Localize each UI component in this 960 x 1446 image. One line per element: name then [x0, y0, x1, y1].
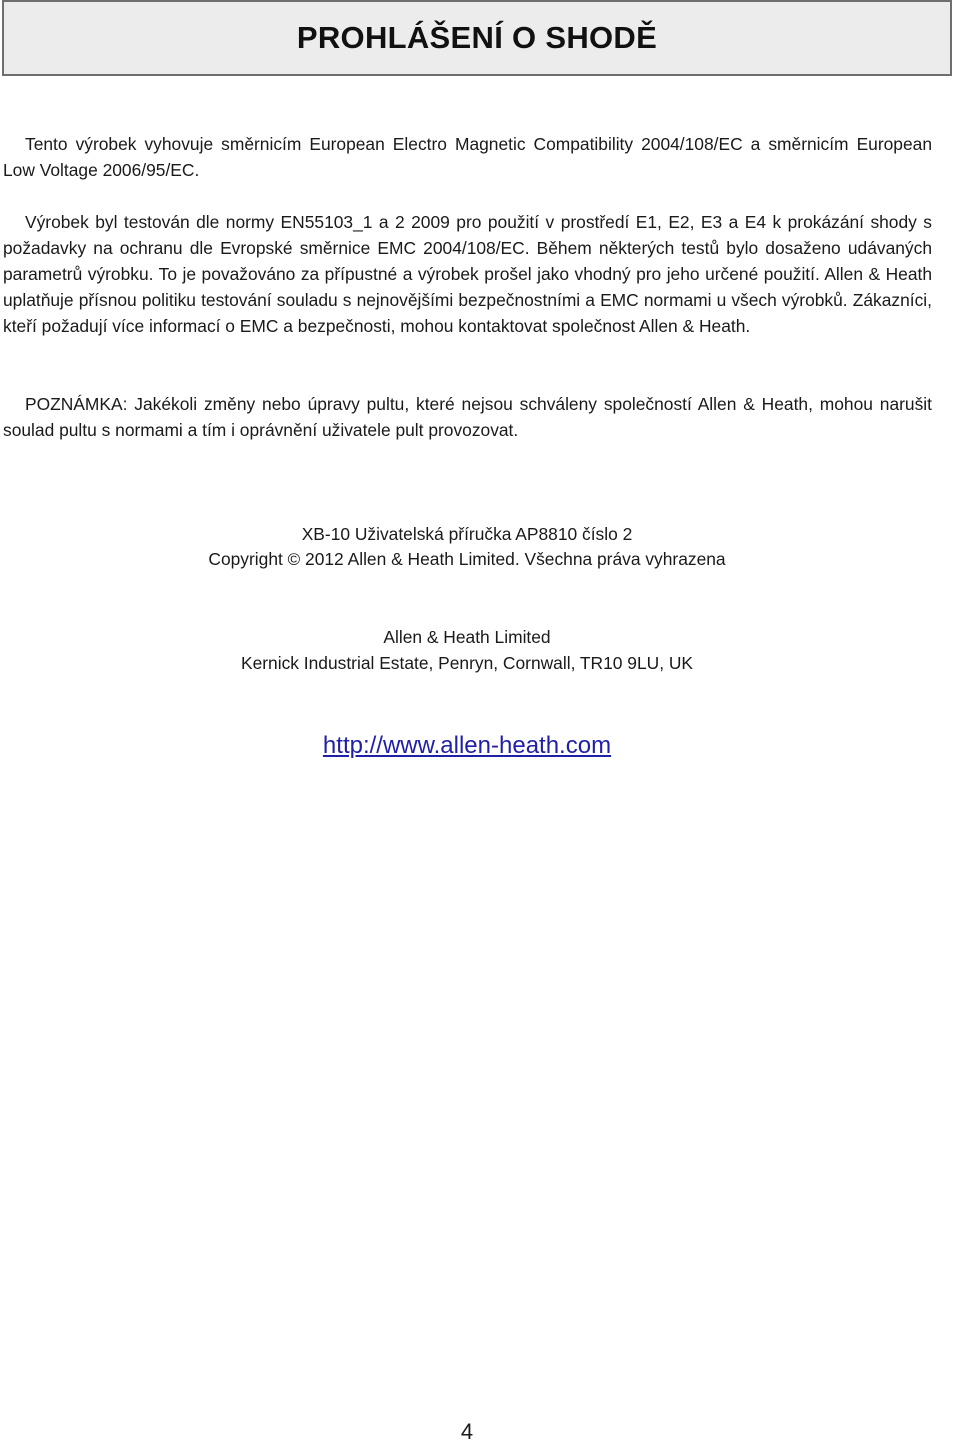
website-link[interactable]: http://www.allen-heath.com — [322, 732, 612, 759]
page-title: PROHLÁŠENÍ O SHODĚ — [296, 20, 658, 55]
company-name: Allen & Heath Limited — [383, 627, 551, 647]
compliance-paragraph: Tento výrobek vyhovuje směrnicím European Electro Magnetic Compatibility 2004/108/EC a směrnicím European Low Voltage 2006/95/EC. — [3, 134, 932, 180]
copyright-prefix: Copyright — [208, 549, 283, 569]
company-address: Kernick Industrial Estate, Penryn, Cornwall, TR10 9LU, UK — [240, 653, 694, 673]
copyright-line — [0, 546, 934, 573]
page-number: 4 — [460, 1419, 474, 1444]
testing-paragraph: Výrobek byl testován dle normy EN55103_1 a 2 2009 pro použití v prostředí E1, E2, E3 a E4 k prokázání shody s požadavky na ochranu dle Evropské směrnice EMC 2004/108/EC. Během některých testů bylo dosaženo udávaných parametrů výrobku. To je považováno za přípustné a výrobek prošel jako vhodný pro jeho určené použití. Allen & Heath uplatňuje přísnou politiku testování souladu s nejnovějšími bezpečnostními a EMC normami u všech výrobků. Zákazníci, kteří požadují více informací o EMC a bezpečnosti, mohou kontaktovat společnost Allen & Heath. — [3, 212, 932, 336]
copyright-icon: © — [287, 550, 301, 569]
website-container — [0, 730, 934, 762]
title-box — [2, 0, 952, 76]
note-paragraph: POZNÁMKA: Jakékoli změny nebo úpravy pultu, které nejsou schváleny společností Allen & Heath, mohou narušit soulad pultu s normami a tím i oprávnění uživatele pult provozovat. — [3, 394, 932, 440]
copyright-text: 2012 Allen & Heath Limited. Všechna práva vyhrazena — [305, 549, 726, 569]
manual-info: XB-10 Uživatelská příručka AP8810 číslo 2 — [301, 524, 633, 544]
